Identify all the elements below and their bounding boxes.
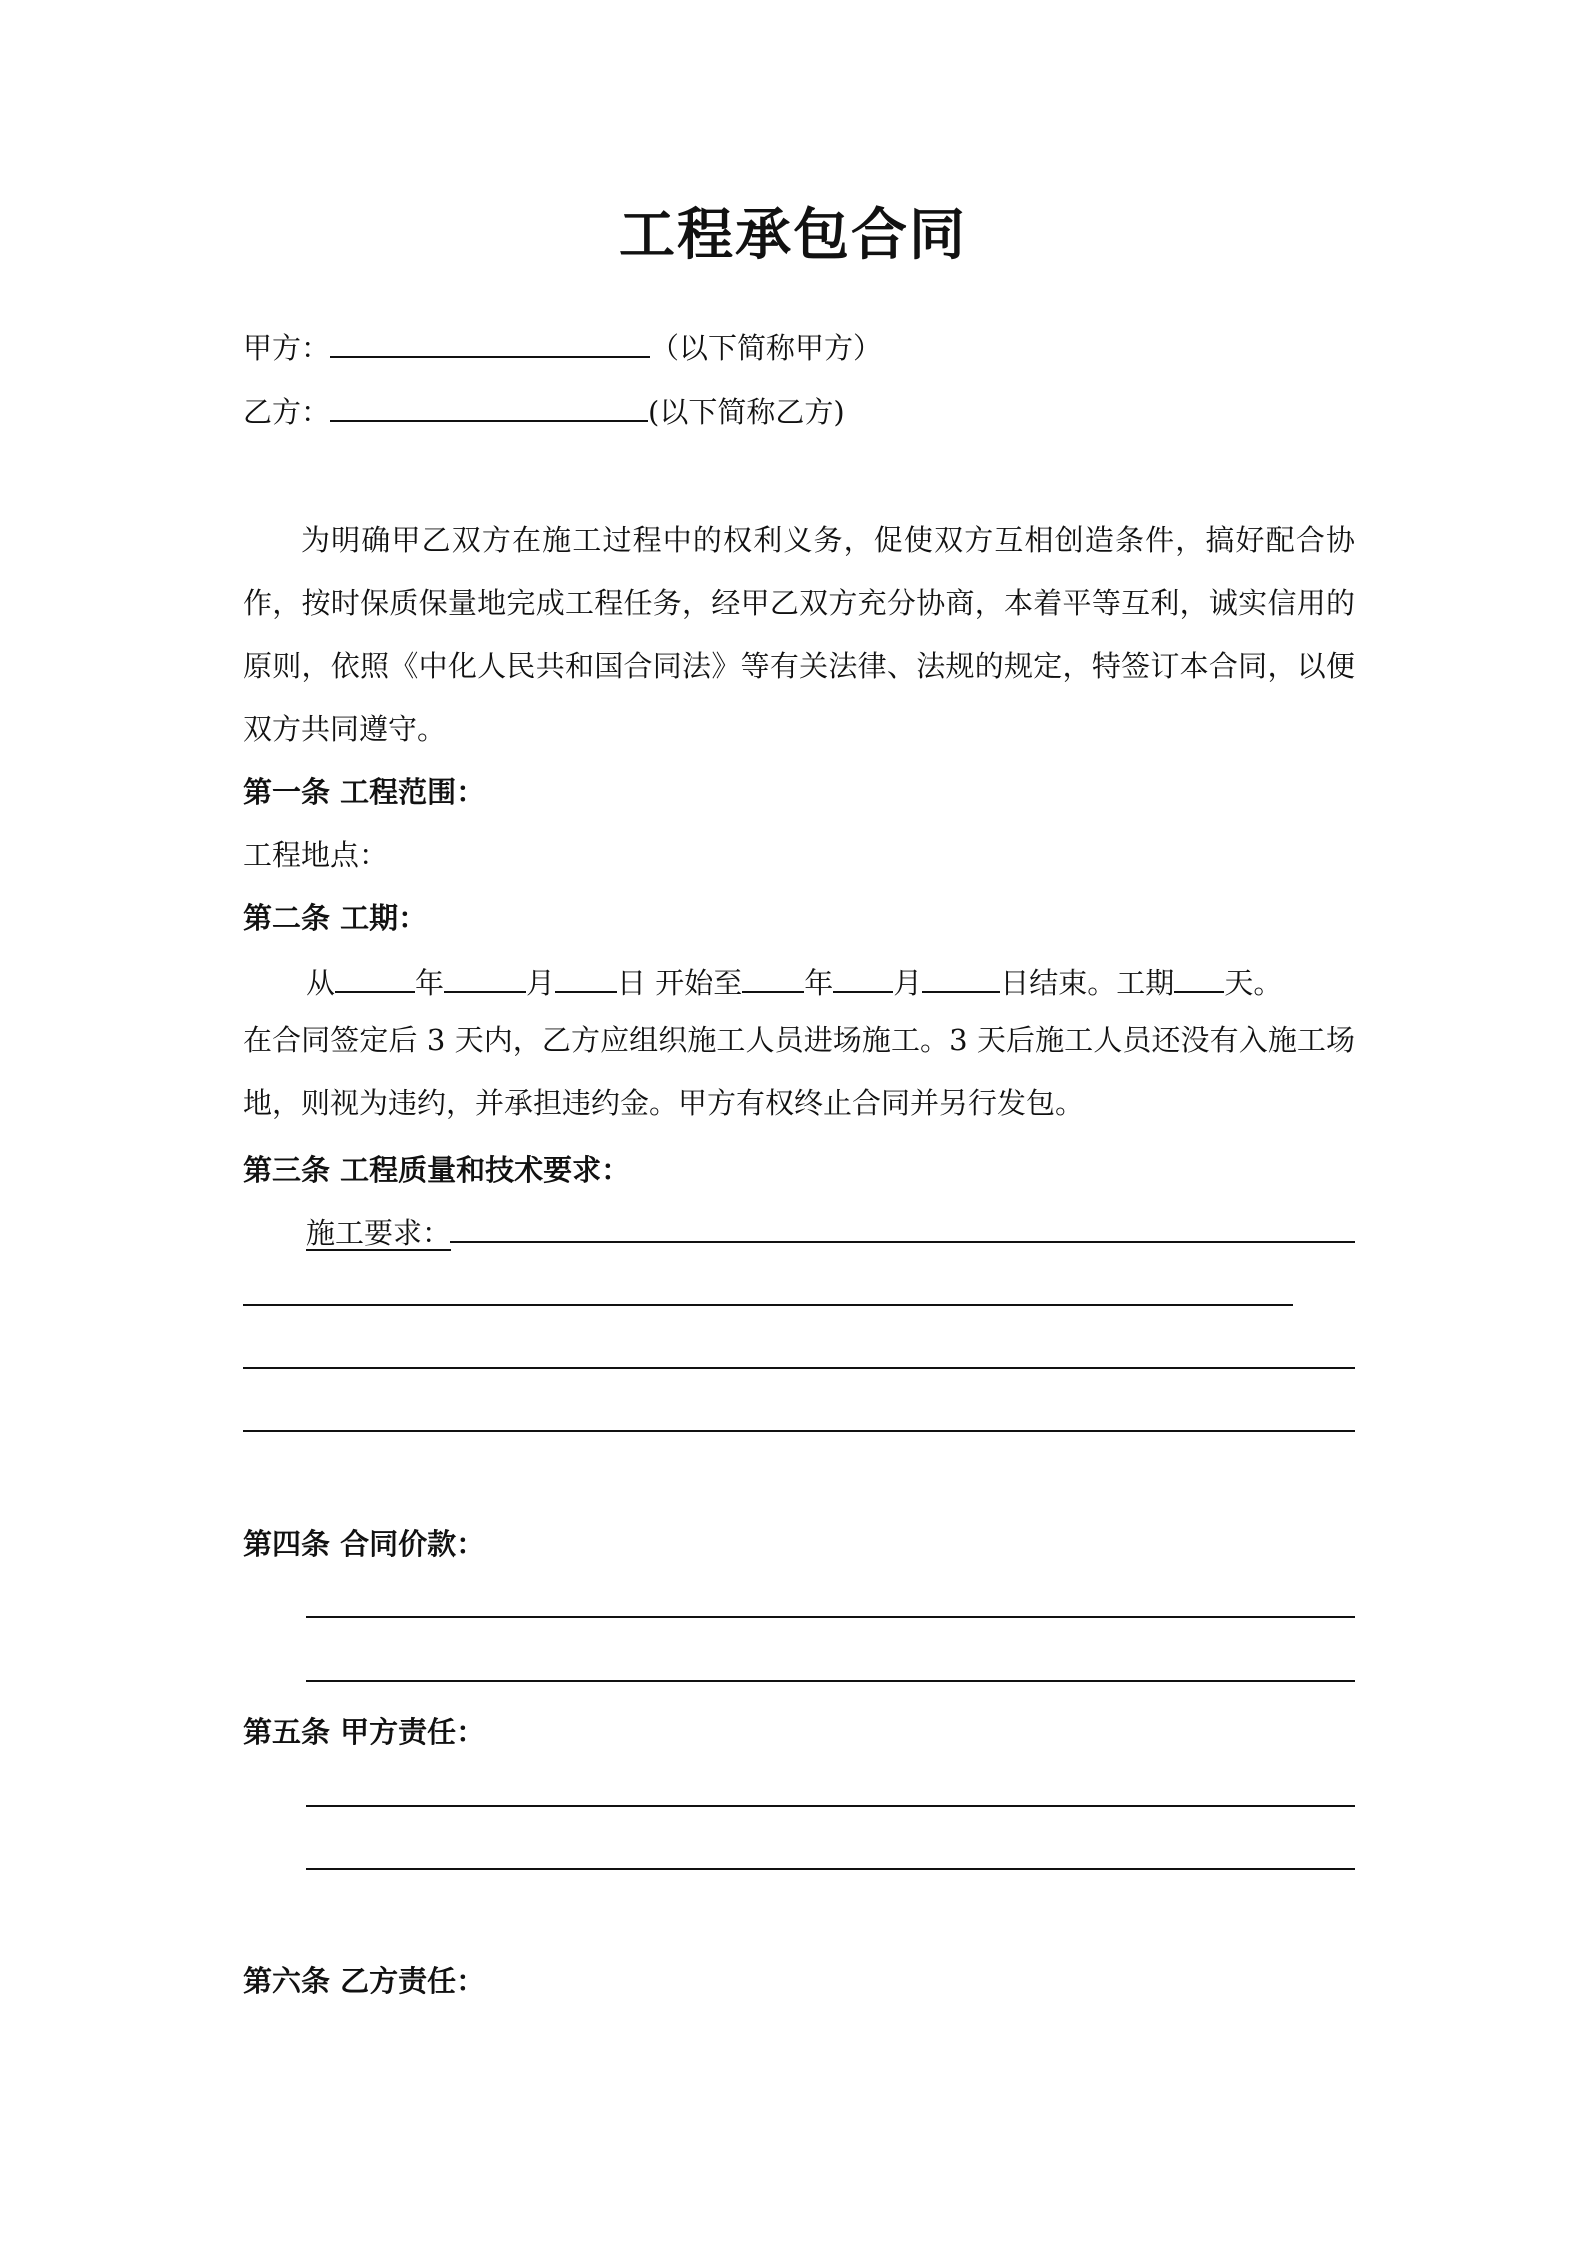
article6-heading: 第六条 乙方责任： [243, 1964, 486, 1998]
preamble-paragraph: 为明确甲乙双方在施工过程中的权利义务，促使双方互相创造条件，搞好配合协作，按时保质保量地完成工程任务，经甲乙双方充分协商，本着平等互利，诚实信用的原则，依照《中化人民共和国合同法》等有关法律、法规的规定，特签订本合同，以便双方共同遵守。 [243, 523, 1355, 746]
article2-body: 在合同签定后 3 天内，乙方应组织施工人员进场施工。3 天后施工人员还没有入施工场地，则视为违约，并承担违约金。甲方有权终止合同并另行发包。 [243, 1023, 1355, 1120]
party-b-label: 乙方： [243, 395, 331, 429]
price-rule-1 [306, 1616, 1355, 1618]
start-month-blank [444, 961, 526, 993]
duration-blank [1174, 961, 1224, 993]
party-a-label: 甲方： [243, 331, 331, 365]
period-day2: 日结束。工期 [1000, 966, 1175, 1000]
article1-location-label: 工程地点： [243, 838, 389, 872]
party-b-blank [330, 390, 648, 422]
period-day1: 日 开始至 [617, 966, 743, 1000]
price-rule-2 [306, 1680, 1355, 1682]
requirements-label: 施工要求： [306, 1216, 452, 1250]
end-day-blank [922, 961, 1000, 993]
period-month1: 月 [526, 966, 556, 1000]
start-year-blank [335, 961, 415, 993]
party-b-note: (以下简称乙方) [648, 395, 845, 429]
article5-heading: 第五条 甲方责任： [243, 1715, 486, 1749]
article1-heading: 第一条 工程范围： [243, 775, 486, 809]
party-a-duty-rule-1 [306, 1805, 1355, 1807]
requirements-rule-1 [450, 1241, 1355, 1243]
start-day-blank [555, 961, 617, 993]
document-title: 工程承包合同 [619, 203, 967, 268]
end-year-blank [742, 961, 804, 993]
party-a-note: （以下简称甲方） [650, 331, 883, 365]
period-month2: 月 [893, 966, 923, 1000]
requirements-line [306, 1213, 451, 1253]
party-b-line [243, 390, 845, 430]
party-a-blank [330, 326, 650, 358]
end-month-blank [833, 961, 893, 993]
article2-period-line [306, 961, 1282, 1001]
period-days: 天。 [1224, 966, 1283, 1000]
period-year2: 年 [804, 966, 834, 1000]
article3-heading: 第三条 工程质量和技术要求： [243, 1153, 631, 1187]
period-from: 从 [306, 966, 336, 1000]
requirements-rule-4 [243, 1430, 1355, 1432]
party-a-duty-rule-2 [306, 1868, 1355, 1870]
article4-heading: 第四条 合同价款： [243, 1527, 486, 1561]
requirements-rule-2 [243, 1304, 1293, 1306]
party-a-line [243, 326, 882, 366]
requirements-rule-3 [243, 1367, 1355, 1369]
article2-heading: 第二条 工期： [243, 901, 428, 935]
period-year1: 年 [415, 966, 445, 1000]
